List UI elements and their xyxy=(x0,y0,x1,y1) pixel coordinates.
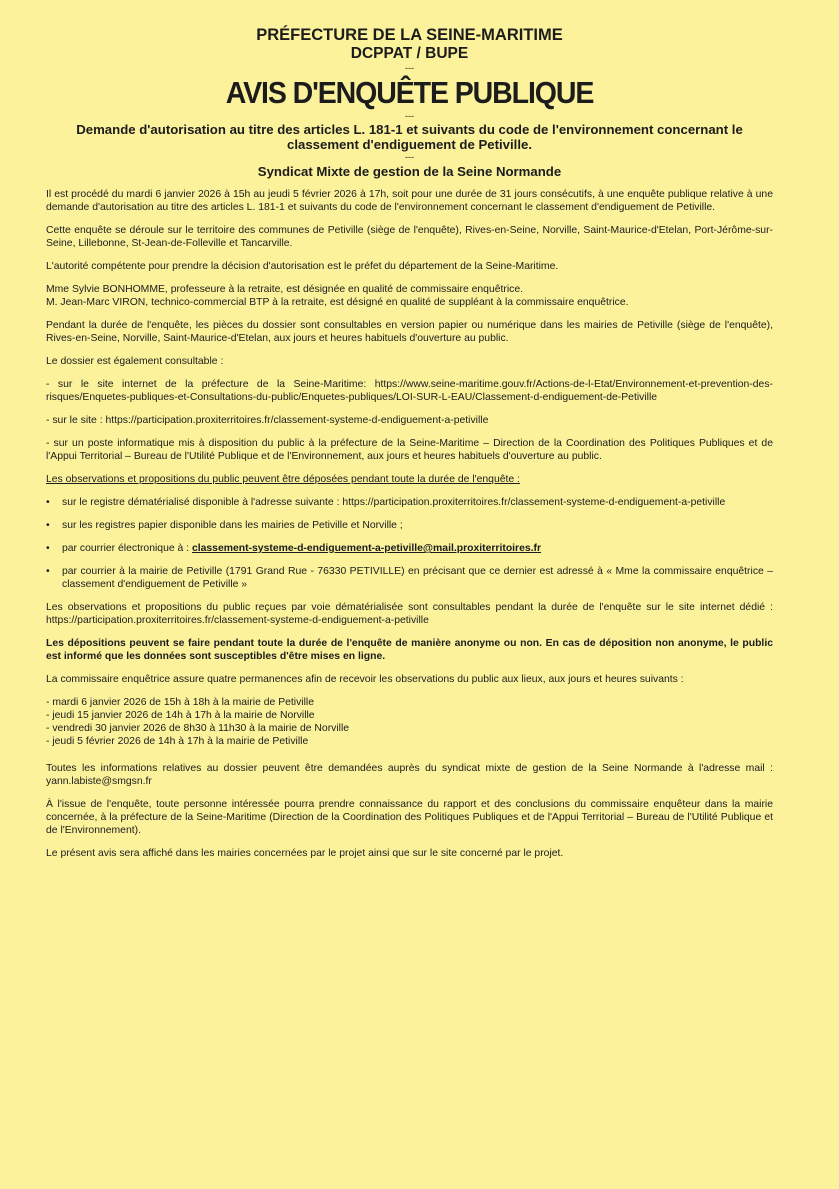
anonymity-paragraph: Les dépositions peuvent se faire pendant toute la durée de l'enquête de manière anonyme ou non. En cas de déposition non anonyme, le public est informé que les données sont susceptibles d'être mises en ligne. xyxy=(46,638,773,662)
notice-title: AVIS D'ENQUÊTE PUBLIQUE xyxy=(225,75,594,110)
separator: --- xyxy=(405,63,414,73)
permanence-item: - jeudi 5 février 2026 de 14h à 17h à la mairie de Petiville xyxy=(46,736,309,747)
information-paragraph: Toutes les informations relatives au dossier peuvent être demandées auprès du syndicat mixte de gestion de la Seine Normande à l'adresse mail : yann.labiste@smgsn.fr xyxy=(46,763,773,787)
syndicat-heading: Syndicat Mixte de gestion de la Seine Normande xyxy=(257,164,562,179)
notice-subject: Demande d'autorisation au titre des articles L. 181-1 et suivants du code de l'environnement concernant le classement d'endiguement de Petiville. xyxy=(76,122,743,152)
prefecture-heading: PRÉFECTURE DE LA SEINE-MARITIME xyxy=(256,26,563,44)
observations-online-paragraph: Les observations et propositions du public reçues par voie dématérialisée sont consultables pendant la durée de l'enquête sur le site internet dédié : https://participation.proxiterritoires.fr/classement-systeme-d-endiguement-a-petiville xyxy=(46,602,773,626)
observations-heading: Les observations et propositions du public peuvent être déposées pendant toute la durée de l'enquête : xyxy=(46,474,520,485)
substitute-paragraph: M. Jean-Marc VIRON, technico-commercial BTP à la retraite, est désigné en qualité de suppléant à la commissaire enquêtrice. xyxy=(46,297,629,308)
list-item-text: sur le registre dématérialisé disponible à l'adresse suivante : https://participation.proxiterritoires.fr/classement-systeme-d-endiguement-a-petiville xyxy=(62,497,726,508)
email-prefix: par courrier électronique à : xyxy=(62,543,192,554)
observation-list xyxy=(46,496,773,591)
service-heading: DCPPAT / BUPE xyxy=(350,45,469,62)
authority-paragraph: L'autorité compétente pour prendre la décision d'autorisation est le préfet du département de la Seine-Maritime. xyxy=(46,261,559,272)
permanence-item: - mardi 6 janvier 2026 de 15h à 18h à la mairie de Petiville xyxy=(46,697,315,708)
list-item xyxy=(46,496,773,509)
prefecture-site-paragraph: - sur le site internet de la préfecture de la Seine-Maritime: https://www.seine-maritime.gouv.fr/Actions-de-l-Etat/Environnement-et-prevention-des-risques/Enquetes-publiques-et-Consultations-du-public/Enquetes-publiques/LOI-SUR-L-EAU/Classement-d-endiguement-de-Petiville xyxy=(46,379,773,403)
bullet: • xyxy=(46,520,50,531)
separator: --- xyxy=(405,111,414,121)
email-link[interactable]: classement-systeme-d-endiguement-a-petiville@mail.proxiterritoires.fr xyxy=(191,543,542,554)
permanences-intro-paragraph: La commissaire enquêtrice assure quatre permanences afin de recevoir les observations du public aux lieux, aux jours et heures suivants : xyxy=(46,674,684,685)
territory-paragraph: Cette enquête se déroule sur le territoire des communes de Petiville (siège de l'enquête), Rives-en-Seine, Norville, Saint-Maurice-d'Etelan, Port-Jérôme-sur-Seine, Lillebonne, St-Jean-de-Folleville et Tancarville. xyxy=(46,225,773,249)
computer-access-paragraph: - sur un poste informatique mis à disposition du public à la préfecture de la Seine-Maritime – Direction de la Coordination des Politiques Publiques et de l'Appui Territorial – Bureau de l'Utilité Publique et de l'Environnement, aux jours et heures habituels d'ouverture au public. xyxy=(46,438,773,462)
commissioner-paragraph: Mme Sylvie BONHOMME, professeure à la retraite, est désignée en qualité de commissaire enquêtrice. xyxy=(46,284,524,295)
permanence-item: - jeudi 15 janvier 2026 de 14h à 17h à la mairie de Norville xyxy=(46,710,315,721)
list-item xyxy=(46,542,773,555)
list-item-text: sur les registres papier disponible dans les mairies de Petiville et Norville ; xyxy=(62,520,403,531)
list-item-text: par courrier à la mairie de Petiville (1791 Grand Rue - 76330 PETIVILLE) en précisant que ce dernier est adressé à « Mme la commissaire enquêtrice – classement d'endiguement de Petiville » xyxy=(62,566,773,590)
list-item xyxy=(46,565,773,591)
bullet: • xyxy=(46,543,50,554)
separator: --- xyxy=(405,152,414,162)
permanences-list xyxy=(46,696,773,748)
permanence-item: - vendredi 30 janvier 2026 de 8h30 à 11h30 à la mairie de Norville xyxy=(46,723,350,734)
participation-site-paragraph: - sur le site : https://participation.proxiterritoires.fr/classement-systeme-d-endiguement-a-petiville xyxy=(46,415,489,426)
outcome-paragraph: À l'issue de l'enquête, toute personne intéressée pourra prendre connaissance du rapport et des conclusions du commissaire enquêteur dans la mairie concernée, à la préfecture de la Seine-Maritime (Direction de la Coordination des Politiques Publiques et de l'Appui Territorial – Bureau de l'Utilité Publique et de l'Environnement). xyxy=(46,799,773,836)
bullet: • xyxy=(46,497,50,508)
intro-paragraph: Il est procédé du mardi 6 janvier 2026 à 15h au jeudi 5 février 2026 à 17h, soit pour une durée de 31 jours consécutifs, à une enquête publique relative à une demande d'autorisation au titre des articles L. 181-1 et suivants du code de l'environnement concernant le classement d'endiguement de Petiville. xyxy=(46,189,773,213)
list-item xyxy=(46,519,773,532)
dossier-paragraph: Le dossier est également consultable : xyxy=(46,356,224,367)
posting-paragraph: Le présent avis sera affiché dans les mairies concernées par le projet ainsi que sur le site concerné par le projet. xyxy=(46,848,564,859)
consultation-paragraph: Pendant la durée de l'enquête, les pièces du dossier sont consultables en version papier ou numérique dans les mairies de Petiville (siège de l'enquête), Rives-en-Seine, Norville, Saint-Maurice-d'Etelan, aux jours et heures habituels d'ouverture au public. xyxy=(46,320,773,344)
bullet: • xyxy=(46,566,50,577)
